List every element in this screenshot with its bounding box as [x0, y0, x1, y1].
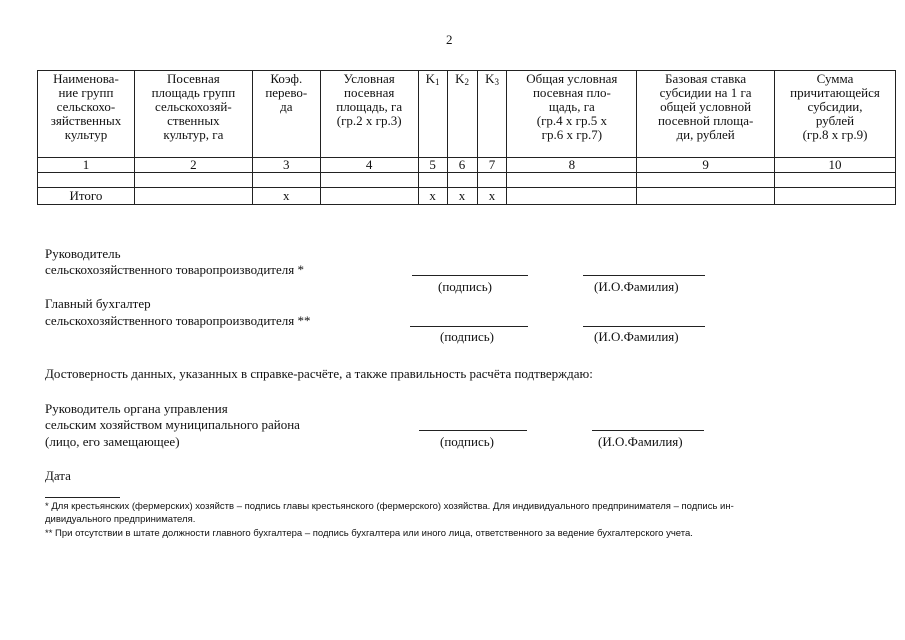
coef-letter: K: [485, 71, 495, 86]
total-cell: [134, 188, 252, 205]
header-text-line: зяйственных: [50, 113, 122, 128]
chief-title-line1: Главный бухгалтер: [45, 296, 151, 311]
head-title-line2: сельскохозяйственного товаропроизводителя *: [45, 262, 304, 277]
total-row: [38, 188, 896, 205]
coef-index: 3: [494, 77, 499, 87]
header-text-line: (гр.8 х гр.9): [802, 127, 868, 142]
head-name-label: (И.О.Фамилия): [594, 279, 679, 294]
header-text-line: перево-: [265, 85, 308, 100]
column-header-10: [775, 71, 896, 158]
header-text-line: причитающейся: [790, 85, 880, 100]
header-text-line: Коэф.: [270, 71, 303, 86]
header-text-line: Базовая ставка: [665, 71, 747, 86]
head-name-line: [583, 275, 705, 276]
header-text-line: щадь, га: [548, 99, 595, 114]
chief-signature-line: [410, 326, 528, 327]
head-signature-line: [412, 275, 528, 276]
header-text-line: сельскохо-: [56, 99, 116, 114]
header-text-line: посевной площа-: [657, 113, 754, 128]
authority-signature-line: [419, 430, 527, 431]
column-number: 5: [418, 158, 447, 173]
coef-index: 1: [435, 77, 440, 87]
column-numbers-row: [38, 158, 896, 173]
table-header-row: [38, 71, 896, 158]
page-number: 2: [446, 32, 453, 47]
header-text-line: посевная пло-: [532, 85, 611, 100]
confirmation-text: Достоверность данных, указанных в справке-расчёте, а также правильность расчёта подтверждаю:: [45, 366, 593, 381]
header-text-line: рублей: [815, 113, 855, 128]
header-text-line: Наименова-: [53, 71, 119, 86]
total-cell: х: [418, 188, 447, 205]
header-text-line: культур, га: [163, 127, 224, 142]
authority-title-line2: сельским хозяйством муниципального района: [45, 417, 300, 432]
header-text-line: ние групп: [58, 85, 114, 100]
total-cell: [507, 188, 637, 205]
column-header-6: [447, 71, 477, 158]
date-label: Дата: [45, 468, 71, 483]
authority-signature-label: (подпись): [440, 434, 494, 449]
header-text-line: Сумма: [816, 71, 854, 86]
chief-name-label: (И.О.Фамилия): [594, 329, 679, 344]
total-cell: х: [252, 188, 320, 205]
header-text-line: сельскохозяй-: [155, 99, 232, 114]
header-text-line: да: [280, 99, 293, 114]
coef-letter: K: [455, 71, 465, 86]
head-signature-label: (подпись): [438, 279, 492, 294]
coef-letter: K: [425, 71, 436, 86]
footnote-2: ** При отсутствии в штате должности главного бухгалтера – подпись бухгалтера или иного лица, ответственного за ведение бухгалтерского учета.: [45, 528, 693, 539]
header-text-line: Условная: [343, 71, 395, 86]
footnote-separator: [45, 497, 120, 498]
column-header-4: [320, 71, 418, 158]
table-row: [38, 173, 896, 188]
column-header-7: [477, 71, 507, 158]
coef-index: 2: [464, 77, 469, 87]
column-number: 2: [134, 158, 252, 173]
column-number: 4: [320, 158, 418, 173]
head-title-line1: Руководитель: [45, 246, 121, 261]
header-text-line: (гр.4 х гр.5 х: [536, 113, 607, 128]
header-text-line: гр.6 х гр.7): [541, 127, 603, 142]
total-cell: [775, 188, 896, 205]
header-text-line: площадь групп: [151, 85, 236, 100]
header-text-line: субсидии,: [807, 99, 863, 114]
chief-signature-label: (подпись): [440, 329, 494, 344]
header-text-line: посевная: [344, 85, 395, 100]
column-number: 8: [507, 158, 637, 173]
authority-title-line1: Руководитель органа управления: [45, 401, 228, 416]
column-header-9: [637, 71, 775, 158]
total-cell: [637, 188, 775, 205]
authority-name-line: [592, 430, 704, 431]
column-number: 3: [252, 158, 320, 173]
header-text-line: субсидии на 1 га: [659, 85, 752, 100]
column-header-1: [38, 71, 135, 158]
column-number: 9: [637, 158, 775, 173]
total-cell: х: [477, 188, 507, 205]
total-cell: х: [447, 188, 477, 205]
total-label: Итого: [38, 188, 135, 205]
total-cell: [320, 188, 418, 205]
authority-name-label: (И.О.Фамилия): [598, 434, 683, 449]
chief-name-line: [583, 326, 705, 327]
header-text-line: (гр.2 х гр.3): [336, 113, 402, 128]
footnote-1-line2: дивидуального предпринимателя.: [45, 514, 196, 525]
column-header-8: [507, 71, 637, 158]
header-text-line: культур: [64, 127, 108, 142]
subsidy-calculation-table: [37, 70, 896, 205]
column-number: 7: [477, 158, 507, 173]
column-header-3: [252, 71, 320, 158]
column-number: 6: [447, 158, 477, 173]
header-text-line: общей условной: [660, 99, 752, 114]
header-text-line: Общая условная: [526, 71, 618, 86]
column-header-5: [418, 71, 447, 158]
column-number: 10: [775, 158, 896, 173]
header-text-line: ственных: [167, 113, 220, 128]
footnote-1-line1: * Для крестьянских (фермерских) хозяйств – подпись главы крестьянского (фермерского) хозяйства. Для индивидуального предпринимателя – подпись ин-: [45, 501, 734, 512]
header-text-line: площадь, га: [336, 99, 403, 114]
column-header-2: [134, 71, 252, 158]
header-text-line: Посевная: [166, 71, 220, 86]
column-number: 1: [38, 158, 135, 173]
chief-title-line2: сельскохозяйственного товаропроизводителя **: [45, 313, 311, 328]
authority-title-line3: (лицо, его замещающее): [45, 434, 180, 449]
header-text-line: ди, рублей: [676, 127, 735, 142]
